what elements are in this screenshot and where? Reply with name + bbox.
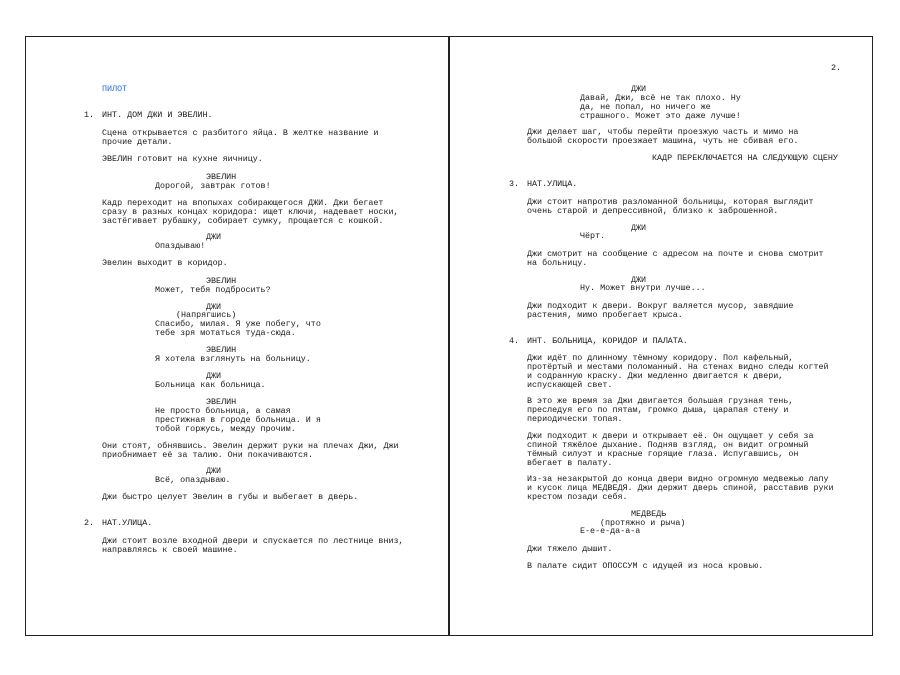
- dialogue: Может, тебя подбросить?: [155, 285, 271, 295]
- action-line: В палате сидит ОПОССУМ с идущей из носа кровью.: [527, 561, 764, 571]
- dialogue: Не просто больница, а самая престижная в городе больница. И я тобой горжусь, между прочим.: [155, 406, 321, 434]
- dialogue: Опаздываю!: [155, 241, 206, 251]
- dialogue: Спасибо, милая. Я уже побегу, что тебе зря мотаться туда-сюда.: [155, 319, 321, 338]
- dialogue: Я хотела взглянуть на больницу.: [155, 354, 311, 364]
- page-number: 2.: [831, 63, 842, 73]
- action-line: ЭВЕЛИН готовит на кухне яичницу.: [102, 154, 263, 164]
- character-name: ЭВЕЛИН: [206, 276, 237, 286]
- action-line: Джи тяжело дышит.: [527, 544, 613, 554]
- script-title: ПИЛОТ: [102, 84, 128, 94]
- action-line: Джи смотрит на сообщение с адресом на почте и снова смотрит на больницу.: [527, 249, 824, 268]
- action-line: В это же время за Джи двигается большая грузная тень, преследуя его по пятам, громко дыша, царапая стену и периодически топая.: [527, 396, 794, 424]
- character-name: ЭВЕЛИН: [206, 397, 237, 407]
- dialogue: Ну. Может внутри лучше...: [580, 283, 706, 293]
- action-line: Джи идёт по длинному тёмному коридору. Пол кафельный, протёртый и местами поломанный. На стенах видно следы когтей и содранную краску. Джи медленно двигается к двери, испускающей свет.: [527, 353, 829, 390]
- parenthetical: (протяжно и рыча): [600, 518, 686, 528]
- character-name: ЭВЕЛИН: [206, 172, 237, 182]
- dialogue: Чёрт.: [580, 231, 606, 241]
- action-line: Кадр переходит на впопыхах собирающегося ДЖИ. Джи бегает сразу в разных концах коридора: ищет ключи, надевает носки, застёгивает рубашку, собирает сумку, прощается с кошкой.: [102, 198, 399, 226]
- script-page-2: [449, 36, 873, 636]
- scene-number: 4.: [509, 336, 520, 346]
- scene-heading: НАТ.УЛИЦА.: [102, 518, 153, 528]
- action-line: Джи подходит к двери. Вокруг валяется мусор, завядшие растения, мимо пробегает крыса.: [527, 301, 794, 320]
- action-line: Джи подходит к двери и открывает её. Он ощущает у себя за спиной тяжёлое дыхание. Подняв взгляд, он видит огромный тёмный силуэт и красные горящие глаза. Испугавшись, он вбегает в палату.: [527, 431, 814, 468]
- character-name: ДЖИ: [631, 84, 647, 94]
- scene-heading: ИНТ. ДОМ ДЖИ И ЭВЕЛИН.: [102, 110, 213, 120]
- dialogue: Давай, Джи, всё не так плохо. Ну да, не попал, но ничего же страшного. Может это даже лучше!: [580, 93, 741, 121]
- character-name: ДЖИ: [206, 302, 222, 312]
- action-line: Джи делает шаг, чтобы перейти проезжую часть и мимо на большой скорости проезжает машина, чуть не сбивая его.: [527, 127, 799, 146]
- action-line: Эвелин выходит в коридор.: [102, 258, 228, 268]
- transition: КАДР ПЕРЕКЛЮЧАЕТСЯ НА СЛЕДУЮЩУЮ СЦЕНУ: [652, 153, 838, 163]
- dialogue: Дорогой, завтрак готов!: [155, 181, 271, 191]
- scene-number: 1.: [84, 110, 95, 120]
- character-name: ДЖИ: [631, 223, 647, 233]
- action-line: Они стоят, обнявшись. Эвелин держит руки на плечах Джи, Джи приобнимает её за талию. Они покачиваются.: [102, 441, 399, 460]
- character-name: ЭВЕЛИН: [206, 345, 237, 355]
- action-line: Джи стоит возле входной двери и спускается по лестнице вниз, направляясь к своей машине.: [102, 536, 404, 555]
- scene-number: 2.: [84, 518, 95, 528]
- script-page-1: [25, 36, 449, 636]
- scene-number: 3.: [509, 179, 520, 189]
- dialogue: Больница как больница.: [155, 380, 266, 390]
- character-name: ДЖИ: [631, 275, 647, 285]
- character-name: МЕДВЕДЬ: [631, 509, 667, 519]
- character-name: ДЖИ: [206, 466, 222, 476]
- dialogue: Е-е-е-да-а-а: [580, 526, 641, 536]
- action-line: Из-за незакрытой до конца двери видно огромную медвежью лапу и кусок лица МЕДВЕДЯ. Джи держит дверь спиной, расставив руки крестом позади себя.: [527, 474, 834, 502]
- action-line: Джи быстро целует Эвелин в губы и выбегает в дверь.: [102, 492, 359, 502]
- action-line: Сцена открывается с разбитого яйца. В желтке название и прочие детали.: [102, 128, 379, 147]
- parenthetical: (Напрягшись): [176, 310, 237, 320]
- character-name: ДЖИ: [206, 371, 222, 381]
- action-line: Джи стоит напротив разломанной больницы, которая выглядит очень старой и депрессивной, близко к заброшенной.: [527, 197, 814, 216]
- character-name: ДЖИ: [206, 232, 222, 242]
- scene-heading: НАТ.УЛИЦА.: [527, 179, 578, 189]
- scene-heading: ИНТ. БОЛЬНИЦА, КОРИДОР И ПАЛАТА.: [527, 336, 688, 346]
- dialogue: Всё, опаздываю.: [155, 475, 231, 485]
